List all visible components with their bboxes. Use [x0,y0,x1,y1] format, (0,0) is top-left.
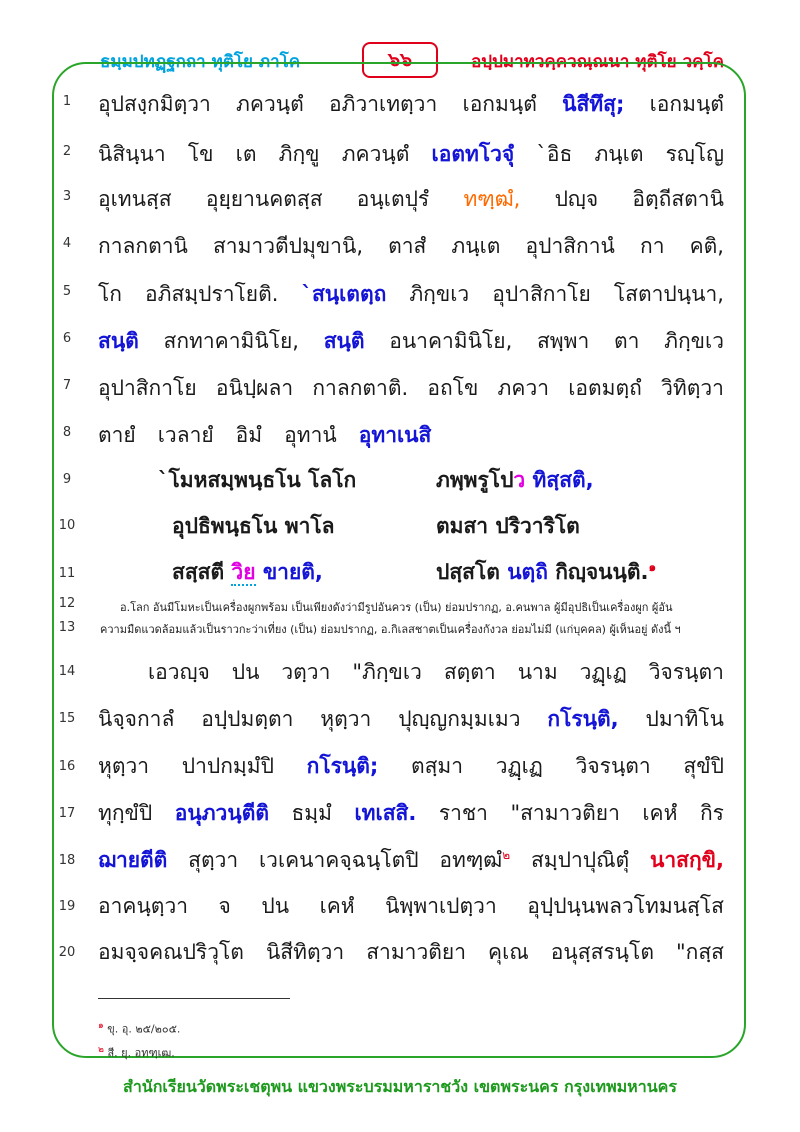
word: อุปาสิกานํ [525,234,615,258]
highlight-word: วิย [231,560,256,584]
word: อภิวาเทตฺวา [328,92,438,116]
text-line-18 [98,844,724,877]
word: อุปสงฺกมิตฺวา [98,92,211,116]
word: ตา [613,329,640,353]
line-number: 15 [58,711,76,726]
highlight-word: สนฺติ [323,329,365,353]
highlight-word: ว [513,468,526,492]
word: กิร [699,801,724,825]
footnote-1 [98,1018,180,1038]
word: คติ, [689,234,724,258]
word: ปุญฺญกมฺมเมว [398,707,521,731]
word: สกทาคามินิโย, [163,329,299,353]
highlight-word: ทิสฺสติ, [532,468,594,492]
word: อิตฺถีสตานิ [632,187,724,211]
word: ภควนฺตํ [236,92,304,116]
text-line-2 [98,138,724,171]
running-header-right: อปฺปมาทวคฺควณฺณนา ทุติโย วคฺโค [471,52,724,72]
word: กาลกตาติ. [312,376,409,400]
verse-line-9-first-half: `โมหสมฺพนฺธโน โลโก [158,468,357,492]
word: ตาสํ [388,234,427,258]
word: ทุกฺขํปิ [98,801,153,825]
word: อทฑฺฒํ [439,848,503,872]
highlight-word: `สนฺเตตฺถ [301,282,387,306]
word: อนฺเตปุรํ [356,187,430,211]
text-line-3 [98,183,724,216]
word: สพฺพา [536,329,590,353]
verse-line-10-second-half: ตมสา ปริวาริโต [436,514,580,538]
line-number: 1 [62,94,72,109]
word: กิญฺจนนฺติ. [555,560,649,584]
highlight-word: กโรนฺติ, [547,707,619,731]
word: ภิกฺขเว [664,329,724,353]
line-number: 6 [62,331,72,346]
word: เอวญฺจ [148,660,210,684]
word: สุตฺวา [188,848,239,872]
line-number: 3 [62,189,72,204]
word: สามาวตีปมุขานิ, [212,234,363,258]
verse-line-10-first-half: อุปธิพนฺธโน พาโล [172,514,335,538]
highlight-word: นิสีทึสุ; [562,92,625,116]
word: อุเทนสฺส [98,187,172,211]
word: เต [235,142,257,166]
word: อิมํ [235,423,263,447]
word: "ภิกฺขเว [352,660,422,684]
word: นิสินฺนา [98,142,166,166]
word: ปมาทิโน [645,707,724,731]
highlight-word: กโรนฺติ; [306,754,379,778]
word: `อิธ [536,142,573,166]
word: ตสฺมา [410,754,464,778]
highlight-word: ทฑฺฒํ, [463,187,521,211]
highlight-word: นตฺถิ [507,560,548,584]
word: ปน [261,894,290,918]
word: อุทานํ [284,423,337,447]
word: วฏฺเฏ [579,660,627,684]
word: หุตฺวา [320,707,372,731]
text-line-19 [98,890,724,923]
word: วฏฺเฏ [495,754,543,778]
word: อุยฺยานคตสฺส [205,187,323,211]
highlight-word: ขายติ, [262,560,323,584]
line-number: 14 [58,664,76,679]
word: สามาวติยา [366,940,467,964]
word: อุปฺปนฺนพลวโทมนสฺโส [527,894,724,918]
line-number: 9 [62,472,72,487]
word: เอกมนฺตํ [462,92,537,116]
word: ภควนฺตํ [341,142,410,166]
word: กาลกตานิ [98,234,188,258]
highlight-word: สนฺติ [98,329,139,353]
word: สมฺปาปุณิตุํ [530,848,630,872]
word: วิจรนฺตา [575,754,651,778]
text-line-15 [98,703,724,736]
word: วิทิตฺวา [661,376,724,400]
line-number: 4 [62,236,72,251]
line-number: 12 [58,596,76,611]
verse-line-11-first-half [172,556,323,589]
word: โสตาปนฺนา, [613,282,724,306]
word: อภิสมฺปราโยติ. [145,282,279,306]
text-line-20 [98,936,724,969]
text-line-8 [98,419,458,452]
word: ปาปกมฺมํปิ [181,754,274,778]
footnote-text: ขุ. อุ. ๒๕/๒๐๕. [107,1022,181,1036]
word: โข [187,142,214,166]
word: เคหํ [642,801,678,825]
word: อนิปฺผลา [215,376,294,400]
word: ปญฺจ [554,187,599,211]
line-number: 19 [58,899,76,914]
verse-line-11-second-half [436,556,656,589]
word: วตฺวา [281,660,331,684]
word: ภิกฺขเว [409,282,470,306]
text-line-6 [98,325,724,358]
word: ภนฺเต [594,142,644,166]
word: อุปาสิกาโย [492,282,591,306]
translation-line-13: ความมืดแวดล้อมแล้วเป็นราวกะว่าเที่ยง (เป็น) ย่อมปรากฏ, อ.กิเลสชาตเป็นเครื่องกังวล ย่อมไม่มี (แก่บุคคล) ผู้เห็นอยู่ ดังนี้ ฯ [100,623,681,636]
line-number: 2 [62,144,72,159]
word: ราชา [438,801,488,825]
word: รญฺโญ [665,142,724,166]
word: เวลายํ [157,423,214,447]
highlight-word: เอตทโวจุํ [431,142,515,166]
line-number: 20 [58,945,76,960]
word: อาคนฺตฺวา [98,894,189,918]
text-line-5 [98,278,724,311]
line-number: 16 [58,759,76,774]
word: สุขํปิ [683,754,724,778]
verse-line-9-second-half [436,464,594,497]
text-line-1 [98,88,724,121]
line-number: 7 [62,378,72,393]
word: อมจฺจคณปริวุโต [98,940,244,964]
translation-line-12: อ.โลก อันมีโมหะเป็นเครื่องผูกพร้อม เป็นเพียงดังว่ามีรูปอันควร (เป็น) ย่อมปรากฏ, อ.คนพาล ผู้มีอุปธิเป็นเครื่องผูก ผู้อัน [120,601,673,614]
line-number: 11 [58,566,76,581]
word: ปสฺสโต [436,560,500,584]
word: ปน [231,660,260,684]
word: นิสีทิตฺวา [265,940,345,964]
word: อุปาสิกาโย [98,376,197,400]
word: เอตมตฺถํ [568,376,642,400]
highlight-word: นาสกฺขิ, [649,848,724,872]
footnote-2 [98,1042,175,1062]
word: จ [218,894,231,918]
footnote-marker: ๒ [502,848,511,862]
word-with-note [439,844,510,877]
word: สสฺสตี [172,560,225,584]
word: ภควา [497,376,550,400]
line-number: 10 [58,518,76,533]
text-line-4 [98,230,724,263]
word: เวเคนาคจฺฉนฺโตปิ [258,848,419,872]
word: หุตฺวา [98,754,150,778]
footnote-divider [98,998,290,999]
footnote-mark: ๒ [98,1045,104,1055]
running-header-left: ธมฺมปทฏฺฐกถา ทุติโย ภาโค [100,52,301,72]
footnote-text: สี. ยุ. อทฑฺเฒ. [107,1046,175,1060]
word: นิพฺพาเปตฺวา [385,894,497,918]
line-number: 17 [58,806,76,821]
highlight-word: เทเสสิ. [354,801,417,825]
word: กา [640,234,665,258]
word: สตฺตา [443,660,496,684]
footnote-mark: ๑ [98,1021,104,1031]
word: ภิกฺขู [278,142,320,166]
text-line-14 [148,656,724,689]
word: ตายํ [98,423,136,447]
line-number: 13 [58,620,76,635]
word: คุเณ [488,940,529,964]
word: โก [98,282,122,306]
word: "สามาวติยา [510,801,620,825]
word: อปฺปมตฺตา [201,707,294,731]
highlight-word: อนุภวนฺตีติ [174,801,269,825]
line-number: 8 [62,425,72,440]
text-line-16 [98,750,724,783]
word: อถโข [427,376,479,400]
footnote-marker: ๑ [648,560,657,574]
text-line-17 [98,797,724,830]
text-line-7 [98,372,724,405]
word: อนาคามินิโย, [389,329,513,353]
word: นิจฺจกาลํ [98,707,175,731]
line-number: 5 [62,284,72,299]
word: ภนฺเต [451,234,501,258]
line-number: 18 [58,853,76,868]
word: ภพฺพรูโป [436,468,514,492]
word: อนุสฺสรนฺโต [550,940,654,964]
page-footer: สำนักเรียนวัดพระเชตุพน แขวงพระบรมมหาราชวัง เขตพระนคร กรุงเทพมหานคร [123,1077,677,1096]
page-number: ๖๖ [387,49,413,71]
word: "กสฺส [675,940,724,964]
word: นาม [517,660,558,684]
word: วิจรนฺตา [648,660,724,684]
word: เอกมนฺตํ [649,92,724,116]
highlight-word: ฌายตีติ [98,848,168,872]
word: ธมฺมํ [291,801,332,825]
highlight-word: อุทาเนสิ [358,423,432,447]
word: เคหํ [319,894,355,918]
